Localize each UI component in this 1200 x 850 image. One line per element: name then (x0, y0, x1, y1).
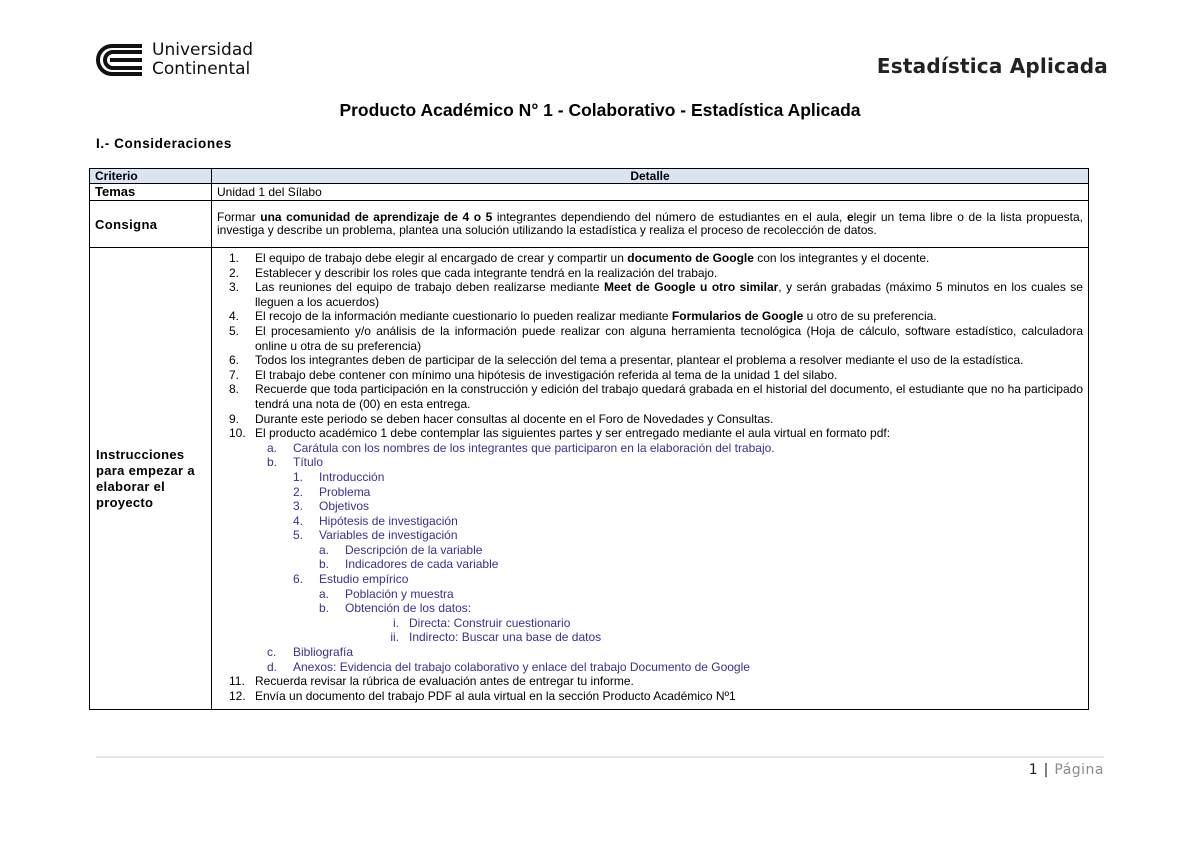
item-text: Todos los integrantes deben de participar de la selección del tema a presentar, plantear el problema a resolver mediante el uso de la estadística. (255, 353, 1024, 368)
list-item (217, 689, 1083, 704)
item-number: 1. (229, 251, 240, 265)
list-item (217, 426, 1083, 441)
list-item (217, 382, 1083, 411)
consigna-text (212, 201, 1089, 248)
course-subject: Estadística Aplicada (876, 54, 1108, 78)
temas-value: Unidad 1 del Sílabo (212, 184, 1089, 201)
document-title: Producto Académico N° 1 - Colaborativo - Estadística Aplicada (339, 100, 861, 120)
consigna-row (90, 201, 1089, 248)
item-number: 8. (229, 382, 240, 397)
considerations-table (89, 168, 1089, 710)
item-text: El procesamiento y/o análisis de la información puede realizar con alguna herramienta tecnológica (Hoja de cálculo, software estadístico, calculadora online u otra de su preferencia) (255, 323, 1083, 353)
item-number: 6. (229, 353, 240, 368)
item-number: 7. (229, 367, 240, 382)
list-item (217, 251, 1083, 266)
item-text: Envía un documento del trabajo PDF al aula virtual en la sección Producto Académico Nº1 (255, 688, 736, 703)
logo-text (152, 41, 253, 79)
sub-item: 3. Objetivos (293, 499, 370, 514)
item-text: Recuerde que toda participación en la construcción y edición del trabajo quedará grabada en el historial del documento, el estudiante que no ha participado tendrá una nota de (00) en esta entrega. (255, 382, 1083, 411)
page-word: Página (1054, 762, 1104, 778)
item-text: Recuerda revisar la rúbrica de evaluación antes de entregar tu informe. (255, 674, 634, 689)
list-item (217, 280, 1083, 309)
item-number: 10. (229, 426, 246, 441)
sub-item: 4. Hipótesis de investigación (293, 513, 458, 528)
list-item (217, 368, 1083, 383)
consigna-text-part: Formar (217, 210, 261, 224)
item-text: Establecer y describir los roles que cada integrante tendrá en la realización del trabajo. (255, 265, 718, 280)
sub-item: ii. Indirecto: Buscar una base de datos (390, 630, 602, 645)
item-number: 12. (229, 688, 246, 703)
item-number: 3. (229, 280, 240, 295)
instrucciones-label: Instrucciones para empezar a elaborar el proyecto (90, 248, 212, 710)
sub-item: b. Título (267, 455, 324, 470)
item-number: 2. (229, 265, 240, 280)
item-number: 5. (229, 323, 240, 338)
list-item (217, 266, 1083, 281)
logo-line-2: Continental (152, 59, 251, 79)
temas-label: Temas (90, 184, 212, 201)
criterio-header: Criterio (90, 169, 212, 184)
sub-item: b. Obtención de los datos: (319, 601, 472, 616)
item-text: El recojo de la información mediante cuestionario lo pueden realizar mediante Formularios de Google u otro de su preferencia. (255, 309, 937, 324)
instrucciones-row (90, 248, 1089, 710)
sub-item: a. Población y muestra (319, 586, 454, 601)
instrucciones-list (212, 248, 1089, 710)
sub-item: 6. Estudio empírico (293, 572, 409, 587)
sub-item: 5. Variables de investigación (293, 528, 458, 543)
detalle-header: Detalle (212, 169, 1089, 184)
list-item (217, 412, 1083, 427)
temas-row (90, 184, 1089, 201)
sub-item: d. Anexos: Evidencia del trabajo colaborativo y enlace del trabajo Documento de Google (267, 659, 750, 674)
sub-item: 1. Introducción (293, 469, 385, 484)
sub-item: 2. Problema (293, 484, 371, 499)
sub-item: i. Directa: Construir cuestionario (393, 615, 571, 630)
list-item (217, 674, 1083, 689)
list-item (217, 309, 1083, 324)
list-item (217, 324, 1083, 353)
sub-item: c. Bibliografía (267, 645, 354, 660)
page-separator: | (1043, 762, 1049, 778)
page-number-value: 1 (1028, 762, 1038, 778)
item-text: El producto académico 1 debe contemplar las siguientes partes y ser entregado mediante el aula virtual en formato pdf: (255, 426, 891, 441)
consigna-text-part: legir un tema libre o de la lista propuesta, investiga y describe un problema, plantea una solución utilizando la estadística y realiza el proceso de recolección de datos. (217, 210, 1084, 237)
consigna-label: Consigna (90, 201, 212, 248)
sub-item: a. Descripción de la variable (319, 542, 483, 557)
list-item (217, 353, 1083, 368)
item-text: Durante este periodo se deben hacer consultas al docente en el Foro de Novedades y Consultas. (255, 411, 774, 426)
page-number (1029, 762, 1104, 778)
table-header-row (90, 169, 1089, 184)
consigna-text-part: integrantes dependiendo del número de estudiantes en el aula, (492, 210, 847, 224)
item-number: 9. (229, 411, 240, 426)
section-heading: I.- Consideraciones (96, 136, 232, 151)
item-text: Las reuniones del equipo de trabajo deben realizarse mediante Meet de Google u otro similar, y serán grabadas (máximo 5 minutos en los cuales se lleguen a los acuerdos) (255, 280, 1083, 309)
logo-line-1: Universidad (152, 40, 254, 60)
item-text: El equipo de trabajo debe elegir al encargado de crear y compartir un documento de Google con los integrantes y el docente. (255, 251, 930, 265)
item-text: El trabajo debe contener con mínimo una hipótesis de investigación referida al tema de la unidad 1 del silabo. (255, 367, 838, 382)
item-number: 11. (229, 674, 245, 689)
university-logo (96, 40, 253, 80)
consigna-bold-part: e (846, 210, 854, 224)
university-logo-icon (96, 40, 146, 80)
sub-item: b. Indicadores de cada variable (319, 557, 499, 572)
footer-divider (96, 756, 1104, 758)
sub-item: a. Carátula con los nombres de los integrantes que participaron en la elaboración del trabajo. (267, 440, 775, 455)
consigna-bold-part: una comunidad de aprendizaje de 4 o 5 (260, 210, 493, 224)
item-number: 4. (229, 309, 240, 324)
